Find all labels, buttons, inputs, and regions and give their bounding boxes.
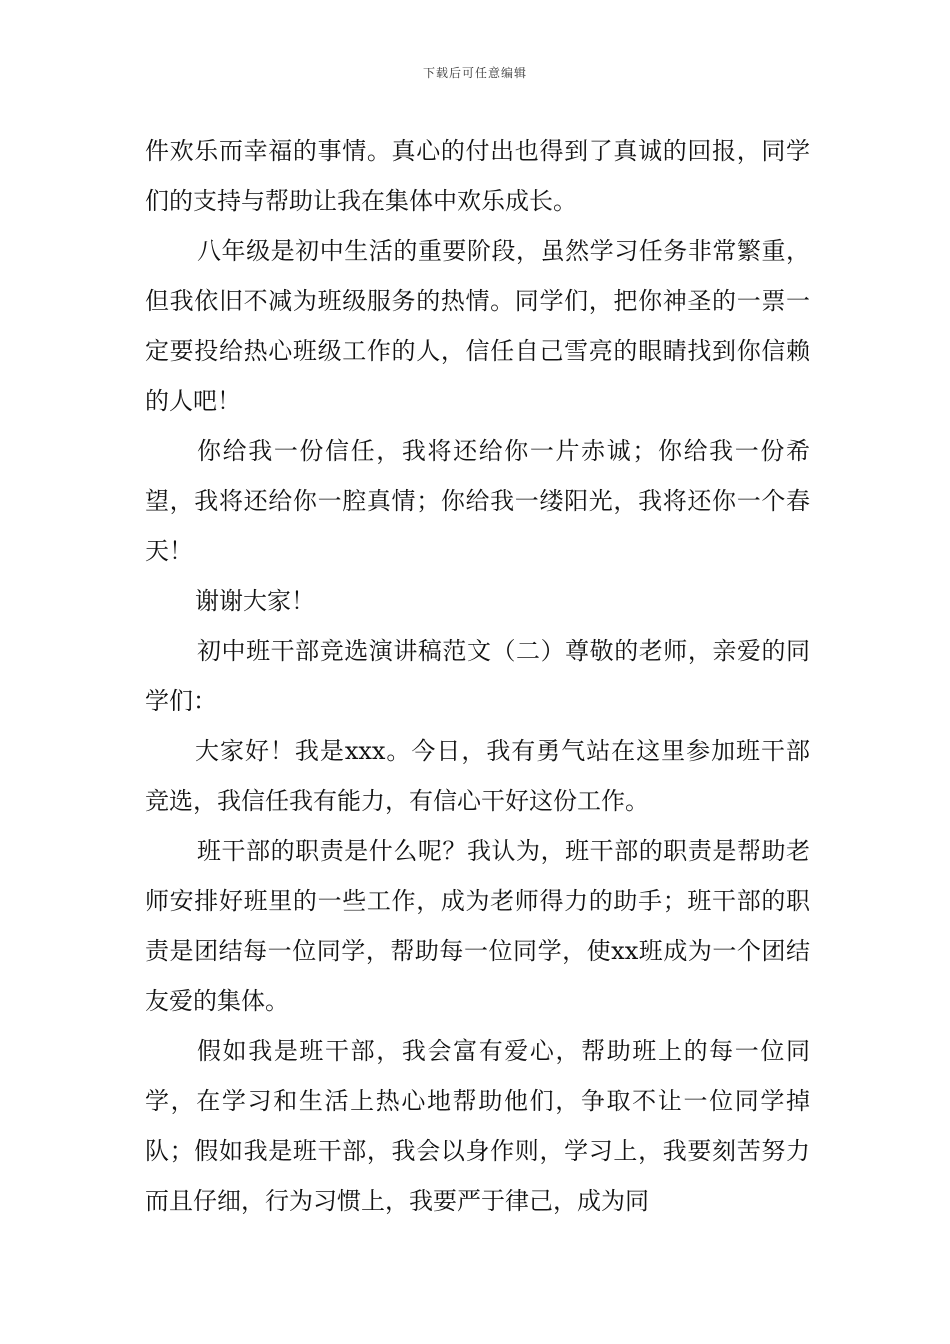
document-body bbox=[145, 126, 810, 1226]
paragraph-grade-eight: 八年级是初中生活的重要阶段，虽然学习任务非常繁重，但我依旧不减为班级服务的热情。同学们，把你神圣的一票一定要投给热心班级工作的人，信任自己雪亮的眼睛找到你信赖的人吧！ bbox=[145, 237, 810, 415]
paragraph-second-title: 初中班干部竞选演讲稿范文（二）尊敬的老师，亲爱的同学们： bbox=[145, 637, 810, 715]
paragraph-if-i-am: 假如我是班干部，我会富有爱心，帮助班上的每一位同学，在学习和生活上热心地帮助他们，争取不让一位同学掉队；假如我是班干部，我会以身作则，学习上，我要刻苦努力而且仔细，行为习惯上，我要严于律己，成为同 bbox=[145, 1037, 810, 1215]
paragraph-trust: 你给我一份信任，我将还给你一片赤诚；你给我一份希望，我将还给你一腔真情；你给我一缕阳光，我将还你一个春天！ bbox=[145, 437, 810, 565]
paragraph-thanks: 谢谢大家！ bbox=[195, 587, 315, 615]
page-header: 下载后可任意编辑 bbox=[422, 66, 527, 80]
paragraph-continuation: 件欢乐而幸福的事情。真心的付出也得到了真诚的回报，同学们的支持与帮助让我在集体中欢乐成长。 bbox=[145, 137, 810, 215]
paragraph-duties: 班干部的职责是什么呢？我认为，班干部的职责是帮助老师安排好班里的一些工作，成为老师得力的助手；班干部的职责是团结每一位同学，帮助每一位同学，使xx班成为一个团结友爱的集体。 bbox=[145, 837, 810, 1015]
paragraph-greeting: 大家好！我是xxx。今日，我有勇气站在这里参加班干部竞选，我信任我有能力，有信心干好这份工作。 bbox=[145, 737, 810, 815]
